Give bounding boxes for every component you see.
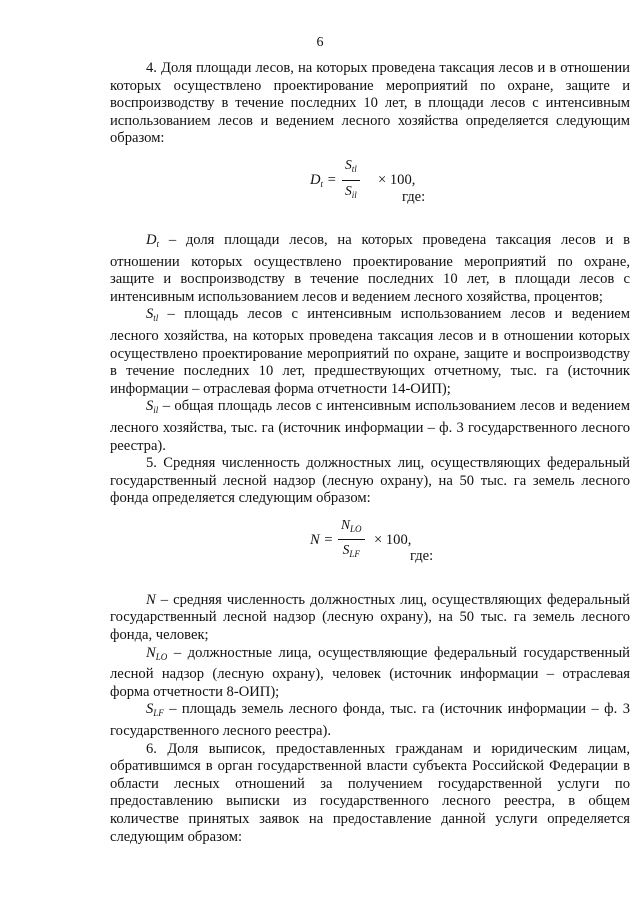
formula-fraction — [338, 516, 365, 564]
formula-multiplier: × 100, — [378, 171, 416, 188]
formula-denominator: $S_{LF}$ — [342, 542, 360, 560]
formula-denominator: $S_{il}$ — [345, 182, 357, 200]
fraction-bar — [342, 180, 360, 181]
formula-n — [110, 508, 630, 570]
definition-stl: $S_{tl}$ – площадь лесов с интенсивным использованием лесов и ведением лесного хозяйства, на которых проведена таксация лесов и в отношении которых осуществлено проектирование мероприятий по охране, защите и воспроизводству в течение последних 10 лет, предшествующих отчетному, тыс. га (источник информации – отраслевая форма отчетности 14-ОИП); — [110, 306, 630, 397]
formula-lhs: N = — [310, 531, 334, 548]
page-number: 6 — [316, 35, 324, 50]
definition-slf: $S_{LF}$ – площадь земель лесного фонда, тыс. га (источник информации – ф. 3 государственного лесного реестра). — [110, 701, 630, 740]
definition-sil: $S_{il}$ – общая площадь лесов с интенсивным использованием лесов и ведением лесного хозяйства, тыс. га (источник информации – ф. 3 государственного лесного реестра). — [110, 398, 630, 454]
fraction-bar — [338, 539, 365, 540]
formula-lhs: $D_t$ = — [310, 171, 337, 189]
formula-where: где: — [402, 188, 426, 205]
formula-fraction — [342, 156, 360, 204]
definition-dt: $D_t$ – доля площади лесов, на которых проведена таксация лесов и в отношении которых осуществлено проектирование мероприятий по охране, защите и воспроизводству в течение последних 10 лет, в площади лесов с интенсивным использованием лесов и ведением лесного хозяйства, процентов; — [110, 231, 630, 305]
formula-dt — [110, 148, 630, 210]
formula-where: где: — [410, 547, 434, 564]
formula-numerator: $N_{LO}$ — [341, 516, 362, 534]
document-body — [110, 60, 630, 846]
definition-n: N – средняя численность должностных лиц, осуществляющих федеральный государственный лесной надзор (лесную охрану), на 50 тыс. га земель лесного фонда, человек; — [110, 591, 630, 644]
section-4-paragraph: 4. Доля площади лесов, на которых проведена таксация лесов и в отношении которых осуществлено проектирование мероприятий по охране, защите и воспроизводству в течение последних 10 лет, в площади лесов с интенсивным использованием лесов и ведением лесного хозяйства определяется следующим образом: — [110, 60, 630, 147]
definition-nlo: $N_{LO}$ – должностные лица, осуществляющие федеральный государственный лесной надзор (лесную охрану), человек (источник информации – отраслевая форма отчетности 8-ОИП); — [110, 644, 630, 700]
section-5-paragraph: 5. Средняя численность должностных лиц, осуществляющих федеральный государственный лесной надзор (лесную охрану), на 50 тыс. га земель лесного фонда определяется следующим образом: — [110, 455, 630, 507]
formula-multiplier: × 100, — [374, 531, 412, 548]
section-6-paragraph: 6. Доля выписок, предоставленных гражданам и юридическим лицам, обратившимся в орган государственной власти субъекта Российской Федерации в области лесных отношений за получением государственной услуги по предоставлению выписки из государственного лесного реестра, в общем количестве принятых заявок на предоставление данной услуги определяется следующим образом: — [110, 740, 630, 845]
formula-numerator: $S_{tl}$ — [345, 156, 357, 174]
